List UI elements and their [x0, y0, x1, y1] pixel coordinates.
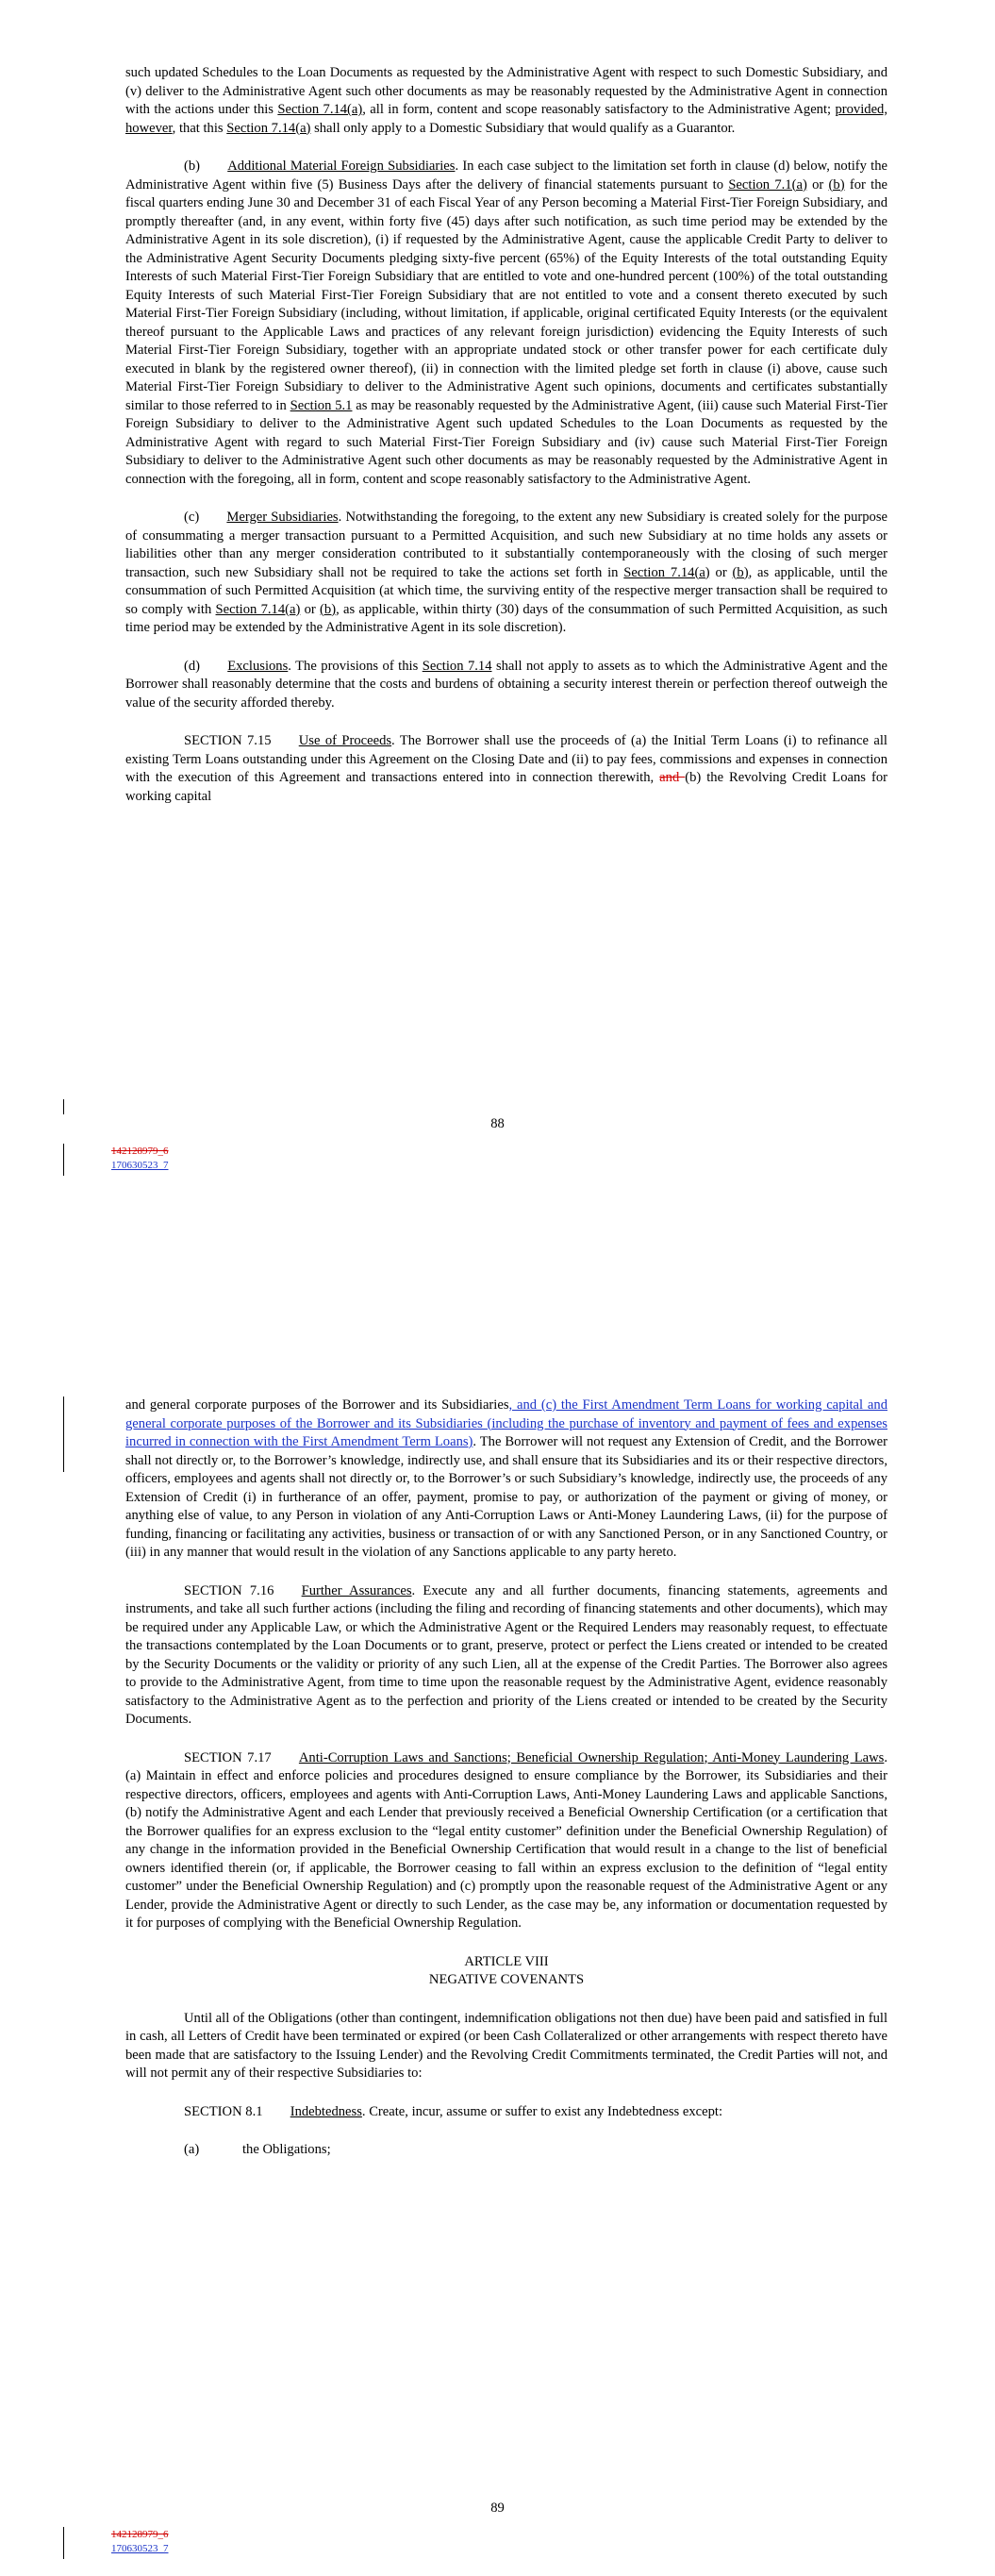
cross-reference: Anti-Corruption Laws and Sanctions; Beneficial Ownership Regulation; Anti-Money Laundering Laws — [298, 1749, 885, 1765]
section-7-14-b — [125, 158, 887, 489]
page-number: 89 — [490, 2501, 505, 2516]
text-run: shall not apply to assets as to which the Administrative Agent and the Borrower shall reasonably determine that the costs and burdens of obtaining a security interest therein or perfection thereof outweigh the value of the security afforded thereby. — [125, 658, 888, 711]
text-run: and general corporate purposes of the Borrower and its Subsidiaries — [125, 1397, 509, 1413]
cross-reference: Merger Subsidiaries — [226, 510, 339, 525]
footer-doc-id-inserted: 170630523_7 — [111, 2543, 169, 2554]
text-run: or — [300, 601, 321, 617]
section-7-14-d — [125, 658, 887, 713]
page-89 — [0, 1397, 995, 2576]
text-run: as may be reasonably requested by the Administrative Agent, (iii) cause such Material First-Tier Foreign Subsidiary to deliver to the Administrative Agent such updated Schedules to the Loan Documents as requested by the Administrative Agent with regard to such Material First-Tier Foreign Subsidiary and (iv) cause such Material First-Tier Foreign Subsidiary to deliver to the Administrative Agent such other documents as may be reasonably requested by the Administrative Agent in connection with the foregoing, all in form, content and scope reasonably satisfactory to the Administrative Agent. — [125, 397, 887, 487]
text-run: such updated Schedules to the Loan Documents as requested by the Administrative Agent with respect to such Domestic Subsidiary, and (v) deliver to the Administrative Agent such other documents as may be reasonably requested by the Administrative Agent in connection with the actions under this — [125, 65, 887, 117]
cross-reference: Additional Material Foreign Subsidiaries — [227, 159, 456, 174]
page-number: 88 — [490, 1116, 505, 1131]
deleted-text: and — [659, 770, 686, 785]
text-run: or — [709, 564, 733, 580]
text-run: . (a) Maintain in effect and enforce policies and procedures designed to ensure compliance by the Borrower, its Subsidiaries and their respective directors, officers, employees and agents with Anti-Corruption Laws, Anti-Money Laundering Laws and applicable Sanctions, (b) notify the Administrative Agent and each Lender that previously received a Beneficial Ownership Certification (or a certification that the Borrower qualifies for an express exclusion to the “legal entity customer” definition under the Beneficial Ownership Regulation) of any change in the information provided in the Beneficial Ownership Certification that would result in a change to the list of beneficial owners identified therein (or, if applicable, the Borrower ceasing to fall within an express exclusion to the definition of “legal entity customer” under the Beneficial Ownership Regulation) and (c) promptly upon the reasonable request of the Administrative Agent or any Lender, provide the Administrative Agent or directly to such Lender, as the case may be, any information or documentation requested by it for purposes of complying with the Beneficial Ownership Regulation. — [125, 1749, 888, 1931]
text-run: SECTION 8.1 — [184, 2103, 290, 2119]
cross-reference: Section 7.14(a) — [277, 102, 363, 117]
cross-reference: Section 7.14(a) — [623, 564, 710, 580]
article-title: ARTICLE VIII — [464, 1953, 549, 1969]
change-bar — [63, 1144, 64, 1176]
section-8-1 — [125, 2103, 887, 2122]
cross-reference: (b) — [828, 176, 845, 192]
text-run: SECTION 7.17 — [184, 1749, 299, 1765]
article-heading — [125, 1953, 887, 1990]
change-bar — [63, 1099, 64, 1114]
cross-reference: Further Assurances — [301, 1582, 412, 1598]
section-8-1-item-a — [125, 2141, 887, 2160]
text-run: . The provisions of this — [288, 658, 423, 674]
text-run: . In each case subject to the limitation set forth in clause (d) below, notify the Administrative Agent within five (5) Business Days after the delivery of financial statements pursuant to — [125, 159, 887, 192]
page-88-body — [125, 64, 887, 806]
footer-doc-id-inserted: 170630523_7 — [111, 1160, 169, 1171]
item-a-text: the Obligations; — [242, 2142, 331, 2157]
cross-reference: Section 7.14(a) — [226, 120, 311, 136]
footer-doc-id-deleted: 142128979_6 — [111, 2529, 169, 2540]
text-run: (b) the Revolving Credit Loans for working capital — [125, 770, 887, 804]
change-bar — [63, 1397, 64, 1472]
text-run: (b) — [184, 159, 228, 174]
text-run: (d) — [184, 658, 228, 674]
text-run: , as applicable, within thirty (30) days of the consummation of such Permitted Acquisition, as such time period may be extended by the Administrative Agent in its sole discretion). — [125, 601, 887, 635]
page-89-body — [125, 1397, 887, 2160]
text-run: , that this — [172, 120, 227, 136]
text-run: (c) — [184, 510, 227, 525]
cross-reference: Exclusions — [227, 658, 289, 674]
text-run: . The Borrower shall use the proceeds of (a) the Initial Term Loans (i) to refinance all existing Term Loans outstanding under this Agreement on the Closing Date and (ii) to pay fees, commissions and expenses in connection with the execution of this Agreement and transactions entered into in connection therewith, — [125, 733, 887, 785]
text-run: SECTION 7.16 — [184, 1582, 302, 1598]
text-run: shall only apply to a Domestic Subsidiary that would qualify as a Guarantor. — [310, 120, 736, 136]
section-7-14-a-continuation — [125, 64, 887, 138]
item-a-label: (a) — [184, 2142, 200, 2157]
article-8-intro — [125, 2010, 887, 2083]
text-run: or — [806, 176, 829, 192]
cross-reference: Use of Proceeds — [298, 733, 392, 748]
cross-reference: Section 7.14 — [422, 658, 492, 674]
text-run: SECTION 7.15 — [184, 733, 299, 748]
cross-reference: (b) — [320, 601, 337, 617]
article-subtitle: NEGATIVE COVENANTS — [428, 1972, 585, 1987]
section-7-15-continuation — [125, 1397, 887, 1563]
cross-reference: Indebtedness — [290, 2103, 362, 2119]
text-run: . Execute any and all further documents, financing statements, agreements and instruments, and take all such further actions (including the filing and recording of financing statements and other documents), which may be required under any Applicable Law, or which the Administrative Agent or the Required Lenders may reasonably request, to effectuate the transactions contemplated by the Loan Documents or to grant, preserve, protect or perfect the Liens created or intended to be created by the Security Documents or the validity or priority of any such Lien, all at the expense of the Credit Parties. The Borrower also agrees to provide to the Administrative Agent, from time to time upon the reasonable request by the Administrative Agent, evidence reasonably satisfactory to the Administrative Agent as to the perfection and priority of the Liens created or intended to be created by the Security Documents. — [125, 1582, 887, 1727]
cross-reference: Section 7.1(a) — [728, 176, 807, 192]
text-run: for the fiscal quarters ending June 30 and December 31 of each Fiscal Year of any Person becoming a Material First-Tier Foreign Subsidiary, and promptly thereafter (and, in any event, within forty five (45) days after such notification, as such time period may be extended by the Administrative Agent in its sole discretion), (i) if requested by the Administrative Agent, cause the applicable Credit Party to deliver to the Administrative Agent Security Documents pledging sixty-five percent (65%) of the Equity Interests of the total outstanding Equity Interests of such Material First-Tier Foreign Subsidiary that are entitled to vote and one-hundred percent (100%) of the total outstanding Equity Interests of such Material First-Tier Foreign Subsidiary that are not entitled to vote and a consent thereto executed by such Material First-Tier Foreign Subsidiary (including, without limitation, if applicable, original certificated Equity Interests (or the equivalent thereof pursuant to the Applicable Laws and practices of any relevant foreign jurisdiction) evidencing the Equity Interests of such Material First-Tier Foreign Subsidiary, together with an appropriate undated stock or other transfer power for each certificate duly executed in blank by the registered owner thereof), (ii) in connection with the limited pledge set forth in clause (i) above, cause such Material First-Tier Foreign Subsidiary to deliver to the Administrative Agent such opinions, documents and certificates substantially similar to those referred to in — [125, 176, 887, 413]
text-run: , as applicable, until the consummation of such Permitted Acquisition (at which time, the surviving entity of the respective merger transaction shall be required to so comply with — [125, 564, 887, 617]
cross-reference: provided, however — [125, 102, 887, 136]
text-run: Until all of the Obligations (other than contingent, indemnification obligations not then due) have been paid and satisfied in full in cash, all Letters of Credit have been terminated or expired (or been Cash Collateralized or other arrangements with respect thereto have been made that are satisfactory to the Issuing Lender) and the Revolving Credit Commitments terminated, the Credit Parties will not, and will not permit any of their respective Subsidiaries to: — [125, 2010, 887, 2081]
text-run: . Notwithstanding the foregoing, to the extent any new Subsidiary is created solely for the purpose of consummating a merger transaction pursuant to a Permitted Acquisition, and such new Subsidiary at no time holds any assets or liabilities other than any merger consideration contributed to it substantially contemporaneously with the closing of such merger transaction, such new Subsidiary shall not be required to take the actions set forth in — [125, 510, 887, 580]
cross-reference: (b) — [732, 564, 749, 580]
text-run: . The Borrower will not request any Extension of Credit, and the Borrower shall not directly or, to the Borrower’s knowledge, indirectly use, and shall ensure that its Subsidiaries and its or their respective directors, officers, employees and agents shall not directly or, to the Borrower’s or such Subsidiary’s knowledge, indirectly use, the proceeds of any Extension of Credit (i) in furtherance of an offer, payment, promise to pay, or authorization of the payment or giving of money, or anything else of value, to any Person in violation of any Anti-Corruption Laws or Anti-Money Laundering Laws, (ii) for the purpose of funding, financing or facilitating any activities, business or transaction of or with any Sanctioned Person, or in any Sanctioned Country, or (iii) in any manner that would result in the violation of any Sanctions applicable to any party hereto. — [125, 1434, 887, 1560]
text-run: . Create, incur, assume or suffer to exist any Indebtedness except: — [361, 2103, 723, 2119]
cross-reference: Section 7.14(a) — [215, 601, 301, 617]
section-7-17 — [125, 1749, 887, 1933]
footer-doc-id-deleted: 142128979_6 — [111, 1146, 169, 1157]
section-7-16 — [125, 1582, 887, 1730]
section-7-14-c — [125, 509, 887, 638]
inserted-text: , and (c) the First Amendment Term Loans for working capital and general corporate purposes of the Borrower and its Subsidiaries (including the purchase of inventory and payment of fees and expenses incurred in connection with the First Amendment Term Loans) — [125, 1397, 887, 1449]
text-run: , all in form, content and scope reasonably satisfactory to the Administrative Agent; — [362, 102, 836, 117]
cross-reference: Section 5.1 — [290, 397, 353, 413]
section-7-15 — [125, 732, 887, 806]
change-bar — [63, 2527, 64, 2559]
